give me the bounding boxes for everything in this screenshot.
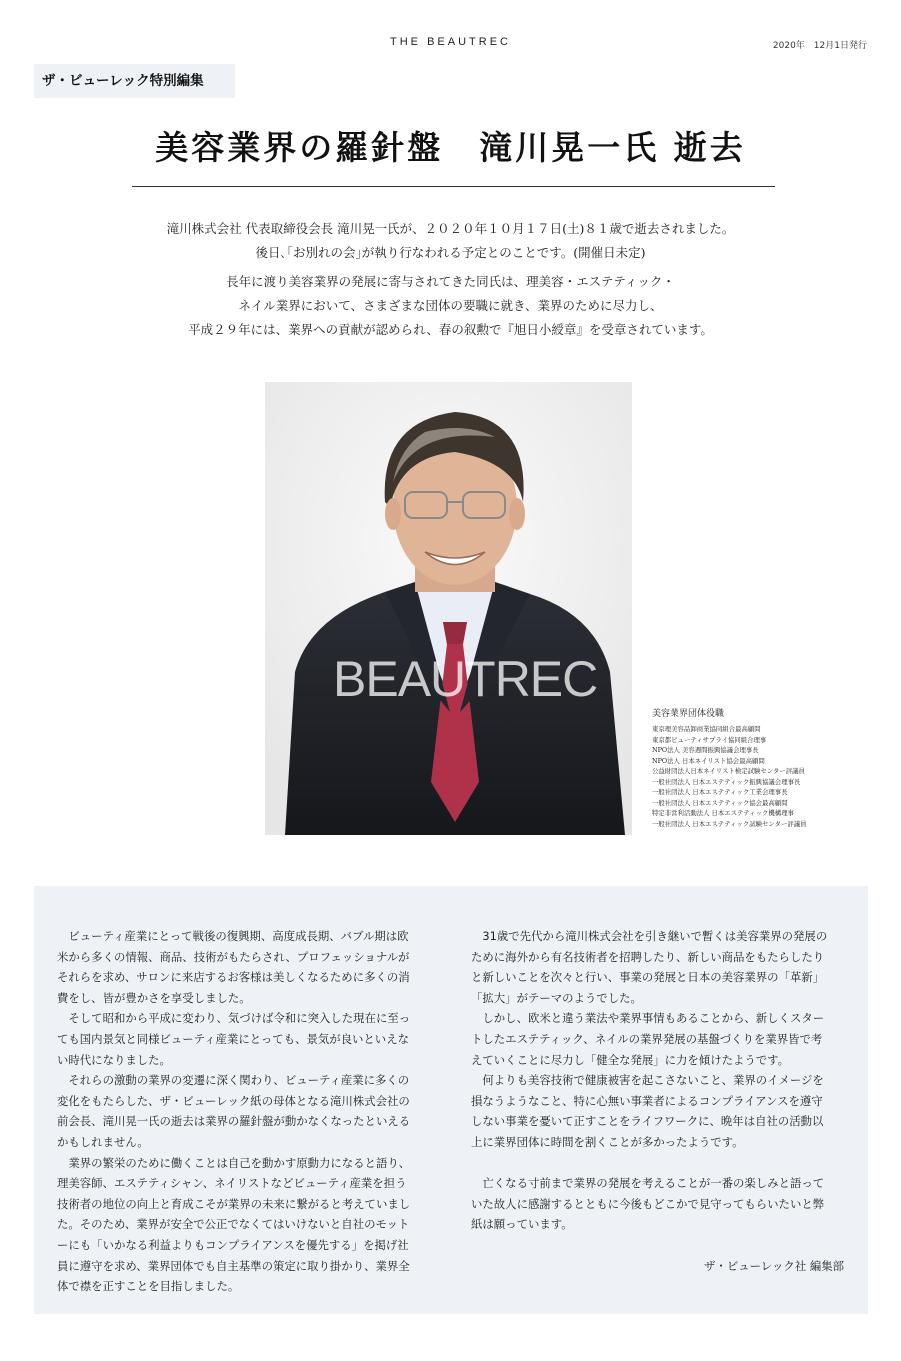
photo-watermark: BEAUTREC [333,651,598,707]
body-paragraph: それらの激動の業界の変遷に深く関わり、ビューティ産業に多くの変化をもたらした、ザ・ビューレック紙の母体となる滝川株式会社の前会長、滝川晃一氏の逝去は業界の羅針盤が動かなくなったといえるかもしれません。 [57,1073,411,1149]
role-item: 公益財団法人日本ネイリスト検定試験センター評議員 [652,767,805,775]
role-item: 一般社団法人 日本エステティック振興協議会理事長 [652,777,801,786]
headline-rule [132,186,775,187]
role-item: 一般社団法人 日本エステティック協会最高顧問 [652,798,788,807]
signature: ザ・ビューレック社 編集部 [704,1259,844,1273]
role-item: 一般社団法人 日本エステティック試験センター評議員 [652,819,807,828]
role-item: 一般社団法人 日本エステティック工業会理事長 [652,788,788,796]
roles-title: 美容業界団体役職 [652,709,725,719]
roles-list [652,706,807,829]
portrait-photo [265,382,632,835]
body-paragraph: 業界の繁栄のために働くことは自己を動かす原動力になると語り、理美容師、エステティシャン、ネイリストなどビューティ産業を担う技術者の地位の向上と育成こそが業界の未来に繋がると考えていました。そのため、業界が安全で公正でなくてはいけないと自社のモットーにも「いかなる利益よりもコンプライアンスを優先する」を掲げ社員に遵守を求め、業界団体でも自主基準の策定に取り掛かり、業界全体で襟を正すことを目指しました。 [57,1155,411,1294]
body-column-left [57,926,417,1297]
body-paragraph: そして昭和から平成に変わり、気づけば令和に突入した現在に至っても国内景気と同様ビューティ産業にとっても、景気が良いといえない時代になりました。 [57,1011,411,1067]
portrait-illustration [265,382,632,835]
lead-line-1: 滝川株式会社 代表取締役会長 滝川晃一氏が、２０２０年１０月１７日(土)８１歳で逝去されました。 [166,221,735,236]
body-paragraph: 31歳で先代から滝川株式会社を引き継いで暫くは美容業界の発展のために海外から有名技術者を招聘したり、新しい商品をもたらしたりと新しいことを次々と行い、事業の発展と日本の美容業界の「革新」「拡大」がテーマのようでした。 [471,929,828,1005]
body-paragraph: しかし、欧米と違う業法や業界事情もあることから、新しくスタートしたエステティック、ネイルの業界発展の基盤づくりを業界皆で考えていくことに尽力し「健全な発展」に力を傾けたようです。 [471,1011,825,1067]
headline: 美容業界の羅針盤 滝川晃一氏 逝去 [155,128,746,167]
section-tag: ザ・ビューレック特別編集 [34,64,235,98]
lead-line-3: 長年に渡り美容業界の発展に寄与されてきた同氏は、理美容・エステティック・ [226,274,675,289]
role-item: NPO法人 美容週間振興協議会理事長 [652,746,759,754]
role-item: 東京都ビューティサプライ協同組合理事 [652,735,767,744]
lead-line-5: 平成２９年には、業界への貢献が認められ、春の叙勲で『旭日小綬章』を受章されています。 [188,322,713,337]
lead-line-2: 後日､｢お別れの会｣が執り行なわれる予定とのことです。(開催日未定) [255,245,646,260]
paragraph-spacer [471,1153,831,1174]
role-item: 東京理美容品卸商業協同組合最高顧問 [652,725,761,733]
lead-line-4: ネイル業界において、さまざまな団体の要職に就き、業界のために尽力し、 [238,298,663,313]
body-paragraph: ビューティ産業にとって戦後の復興期、高度成長期、バブル期は欧米から多くの情報、商品、技術がもたらされ、プロフェッショナルがそれらを求め、サロンに来店するお客様は美しくなるために多くの消費をし、皆が豊かさを享受しました。 [57,929,410,1005]
role-item: NPO法人 日本ネイリスト協会最高顧問 [652,756,765,765]
role-item: 特定非営利活動法人 日本エステティック機構理事 [652,809,794,817]
body-paragraph: 何よりも美容技術で健康被害を起こさないこと、業界のイメージを損なうようなこと、特に心無い事業者によるコンプライアンスを遵守しない事業を憂いて正すことをライフワークに、晩年は自社の活動以上に業界団体に時間を割くことが多かったようです。 [471,1073,824,1149]
body-paragraph: 亡くなる寸前まで業界の発展を考えることが一番の楽しみと語っていた故人に感謝するとともに今後もどこかで見守ってもらいたいと弊紙は願っています。 [471,1176,825,1232]
body-column-right [471,926,831,1235]
masthead: THE BEAUTREC [390,36,511,48]
issue-date: 2020年 12月1日発行 [772,41,867,51]
